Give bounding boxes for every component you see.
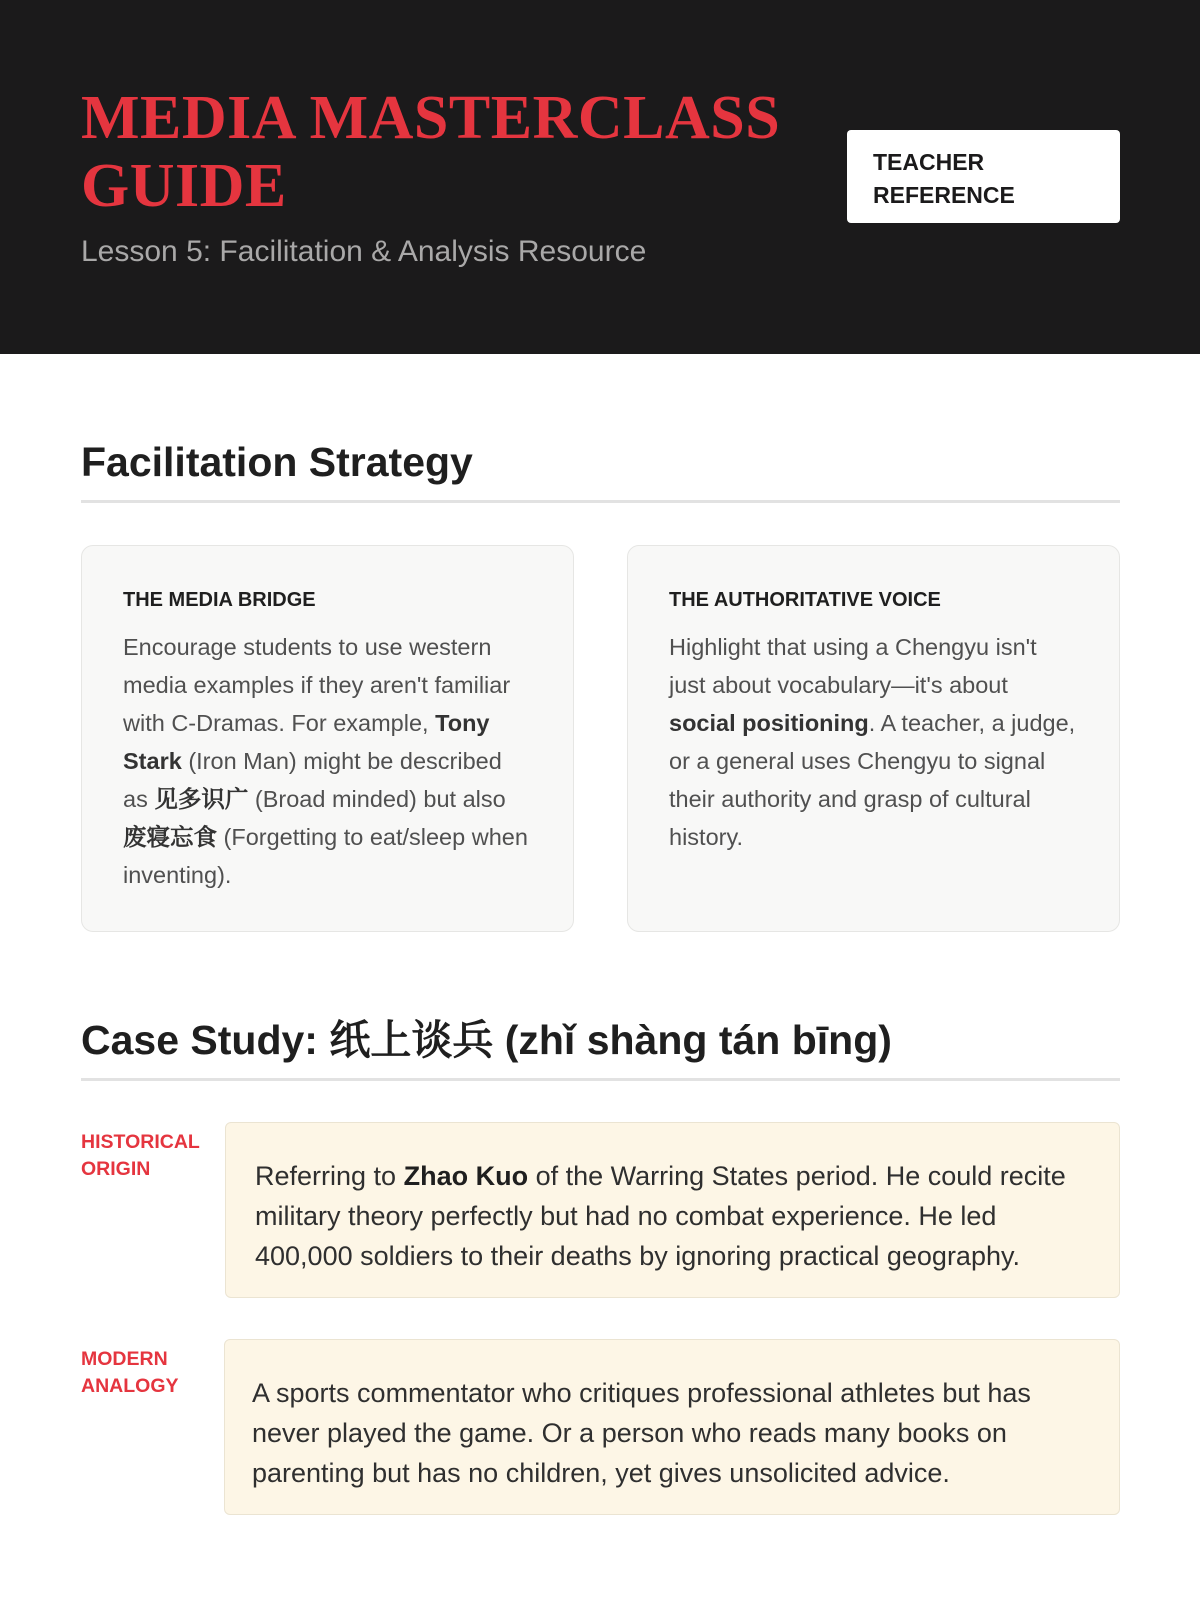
page-subtitle: Lesson 5: Facilitation & Analysis Resource bbox=[81, 235, 647, 268]
historical-origin-label: HISTORICAL ORIGIN bbox=[81, 1131, 200, 1180]
media-bridge-title: THE MEDIA BRIDGE bbox=[123, 589, 316, 611]
modern-analogy-box bbox=[224, 1339, 1120, 1515]
authoritative-voice-title: THE AUTHORITATIVE VOICE bbox=[669, 589, 941, 611]
facilitation-heading: Facilitation Strategy bbox=[81, 439, 473, 485]
case-study-divider bbox=[81, 1078, 1120, 1081]
historical-origin-box bbox=[225, 1122, 1120, 1298]
media-bridge-text: Encourage students to use western media examples if they aren't familiar with C-Dramas. For example, Tony Stark (Iron Man) might be described as 见多识广 (Broad minded) but also 废寝忘食 (Forgetting to eat/sleep when inventing). bbox=[123, 634, 528, 888]
page-header bbox=[0, 0, 1200, 354]
authoritative-voice-text: Highlight that using a Chengyu isn't just about vocabulary—it's about social positioning. A teacher, a judge, or a general uses Chengyu to signal their authority and grasp of cultural history. bbox=[669, 634, 1076, 850]
historical-origin-text: Referring to Zhao Kuo of the Warring States period. He could recite military theory perfectly but had no combat experience. He led 400,000 soldiers to their deaths by ignoring practical geography. bbox=[255, 1161, 1066, 1271]
modern-analogy-text: A sports commentator who critiques professional athletes but has never played the game. Or a person who reads many books on parenting but has no children, yet gives unsolicited advice. bbox=[252, 1378, 1031, 1488]
media-bridge-card bbox=[81, 545, 574, 932]
teacher-reference-badge: TEACHER REFERENCE bbox=[847, 130, 1120, 223]
authoritative-voice-card bbox=[627, 545, 1120, 932]
page-title: MEDIA MASTERCLASS GUIDE bbox=[81, 84, 781, 220]
case-study-heading: Case Study: 纸上谈兵 (zhǐ shàng tán bīng) bbox=[81, 1017, 892, 1063]
facilitation-divider bbox=[81, 500, 1120, 503]
modern-analogy-label: MODERN ANALOGY bbox=[81, 1348, 179, 1397]
